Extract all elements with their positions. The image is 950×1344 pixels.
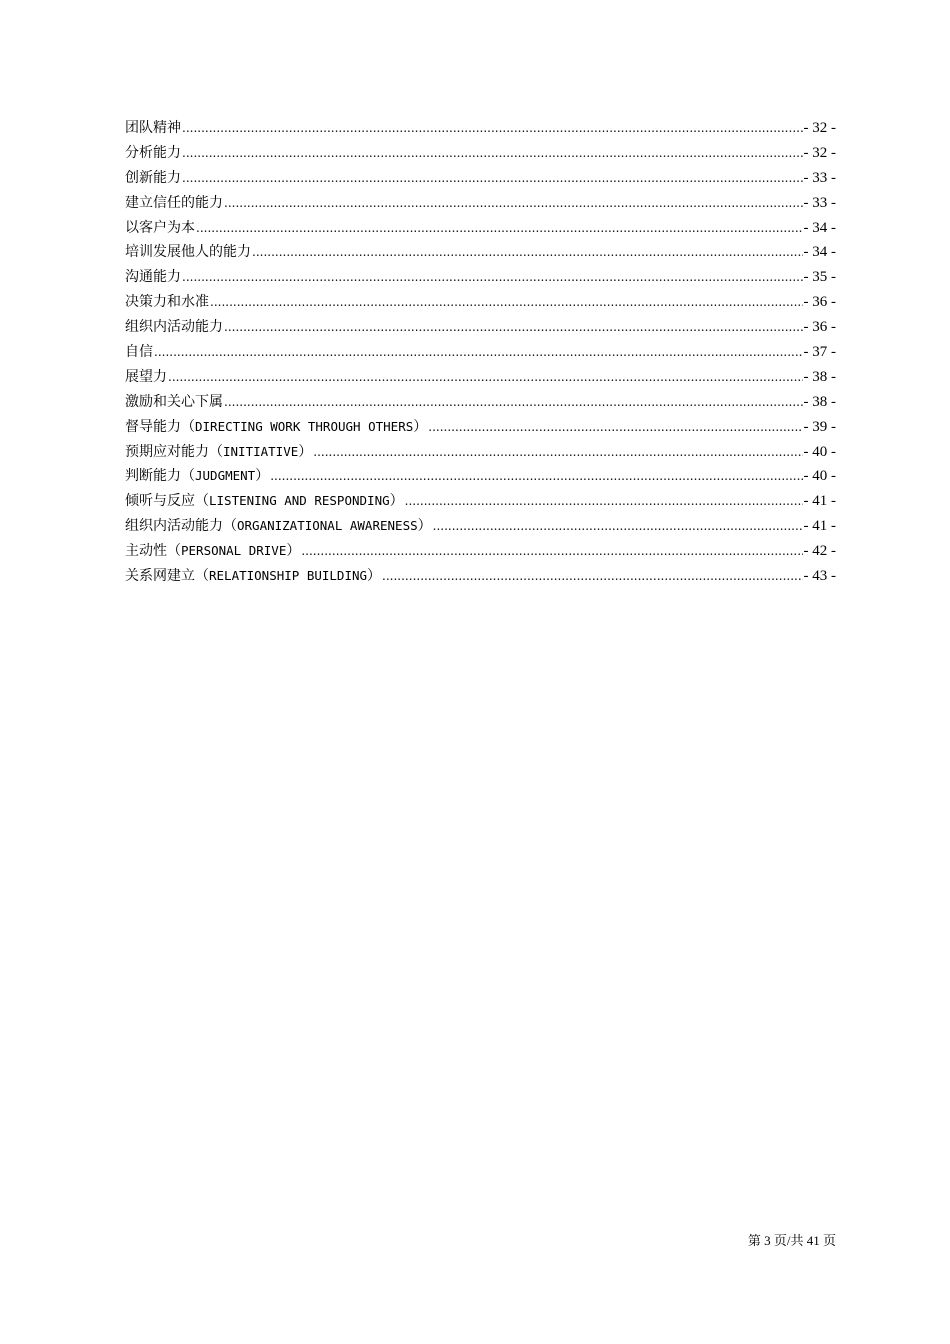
toc-entry-page: - 33 - bbox=[803, 169, 836, 186]
toc-entry-title: 分析能力 bbox=[125, 144, 181, 161]
toc-entry[interactable] bbox=[125, 415, 836, 440]
toc-entry-page: - 42 - bbox=[803, 543, 836, 560]
toc-dot-leader bbox=[224, 390, 803, 415]
toc-dot-leader bbox=[433, 514, 803, 539]
toc-dot-leader bbox=[270, 464, 802, 489]
toc-entry-english: ORGANIZATIONAL AWARENESS bbox=[237, 518, 418, 534]
toc-entry-title: 建立信任的能力 bbox=[125, 194, 223, 211]
toc-dot-leader bbox=[224, 315, 803, 340]
toc-entry-page: - 33 - bbox=[803, 194, 836, 211]
toc-entry[interactable] bbox=[125, 315, 836, 340]
toc-entry-page: - 36 - bbox=[803, 294, 836, 311]
toc-entry-title: 创新能力 bbox=[125, 169, 181, 186]
toc-entry[interactable] bbox=[125, 191, 836, 216]
toc-entry-title: 主动性（PERSONAL DRIVE） bbox=[125, 543, 301, 560]
toc-entry-page: - 35 - bbox=[803, 269, 836, 286]
toc-entry[interactable] bbox=[125, 539, 836, 564]
toc-entry[interactable] bbox=[125, 290, 836, 315]
toc-entry[interactable] bbox=[125, 464, 836, 489]
toc-dot-leader bbox=[182, 116, 803, 141]
toc-entry[interactable] bbox=[125, 390, 836, 415]
toc-entry-page: - 39 - bbox=[803, 418, 836, 435]
toc-dot-leader bbox=[405, 489, 803, 514]
toc-entry[interactable] bbox=[125, 340, 836, 365]
toc-entry-title: 团队精神 bbox=[125, 120, 181, 136]
toc-entry-title: 自信 bbox=[125, 344, 153, 361]
toc-entry-title: 判断能力（JUDGMENT） bbox=[125, 468, 270, 485]
toc-entry-page: - 40 - bbox=[803, 443, 836, 460]
toc-entry-title: 关系网建立（RELATIONSHIP BUILDING） bbox=[125, 568, 382, 585]
toc-entry-title: 以客户为本 bbox=[125, 219, 195, 236]
toc-dot-leader bbox=[196, 216, 803, 241]
toc-entry-english: INITIATIVE bbox=[223, 443, 299, 459]
toc-entry-page: - 41 - bbox=[803, 493, 836, 510]
toc-dot-leader bbox=[224, 191, 803, 216]
toc-dot-leader bbox=[313, 440, 802, 465]
toc-entry[interactable] bbox=[125, 440, 836, 465]
toc-entry-english: DIRECTING WORK THROUGH OTHERS bbox=[195, 418, 414, 434]
toc-dot-leader bbox=[154, 340, 803, 365]
toc-entry-title: 激励和关心下属 bbox=[125, 393, 223, 410]
toc-entry[interactable] bbox=[125, 564, 836, 589]
toc-dot-leader bbox=[168, 365, 803, 390]
toc-entry-title: 决策力和水准 bbox=[125, 294, 209, 311]
toc-entry[interactable] bbox=[125, 514, 836, 539]
toc-entry-title: 沟通能力 bbox=[125, 269, 181, 286]
page-number-footer: 第 3 页/共 41 页 bbox=[747, 1233, 836, 1248]
toc-entry[interactable] bbox=[125, 141, 836, 166]
toc-entry-page: - 32 - bbox=[803, 120, 836, 136]
toc-entry-page: - 34 - bbox=[803, 244, 836, 261]
toc-entry-english: RELATIONSHIP BUILDING bbox=[209, 568, 368, 584]
toc-entry-page: - 41 - bbox=[803, 518, 836, 535]
toc-dot-leader bbox=[210, 290, 803, 315]
toc-entry-title: 组织内活动能力 bbox=[125, 319, 223, 336]
toc-entry-page: - 40 - bbox=[803, 468, 836, 485]
toc-dot-leader bbox=[182, 265, 803, 290]
toc-dot-leader bbox=[382, 564, 802, 589]
toc-entry[interactable] bbox=[125, 216, 836, 241]
toc-dot-leader bbox=[182, 141, 803, 166]
toc-entry-page: - 36 - bbox=[803, 319, 836, 336]
toc-entry-title: 组织内活动能力（ORGANIZATIONAL AWARENESS） bbox=[125, 518, 432, 535]
toc-dot-leader bbox=[182, 166, 803, 191]
toc-entry-english: JUDGMENT bbox=[195, 468, 256, 484]
toc-entry-page: - 38 - bbox=[803, 393, 836, 410]
toc-entry-page: - 32 - bbox=[803, 144, 836, 161]
toc-entry-title: 预期应对能力（INITIATIVE） bbox=[125, 443, 313, 460]
toc-entry-page: - 43 - bbox=[803, 568, 836, 585]
table-of-contents bbox=[125, 116, 836, 589]
toc-entry[interactable] bbox=[125, 240, 836, 265]
toc-entry[interactable] bbox=[125, 265, 836, 290]
toc-dot-leader bbox=[252, 240, 803, 265]
toc-entry[interactable] bbox=[125, 489, 836, 514]
toc-entry-english: LISTENING AND RESPONDING bbox=[209, 493, 390, 509]
toc-entry-title: 培训发展他人的能力 bbox=[125, 244, 251, 261]
toc-entry-title: 展望力 bbox=[125, 368, 167, 385]
toc-entry-page: - 34 - bbox=[803, 219, 836, 236]
toc-dot-leader bbox=[428, 415, 802, 440]
toc-entry[interactable] bbox=[125, 365, 836, 390]
toc-entry-page: - 38 - bbox=[803, 368, 836, 385]
toc-entry-english: PERSONAL DRIVE bbox=[181, 543, 287, 559]
toc-entry[interactable] bbox=[125, 116, 836, 141]
toc-entry-page: - 37 - bbox=[803, 344, 836, 361]
toc-entry-title: 督导能力（DIRECTING WORK THROUGH OTHERS） bbox=[125, 418, 428, 435]
toc-entry[interactable] bbox=[125, 166, 836, 191]
toc-entry-title: 倾听与反应（LISTENING AND RESPONDING） bbox=[125, 493, 404, 510]
toc-dot-leader bbox=[301, 539, 802, 564]
